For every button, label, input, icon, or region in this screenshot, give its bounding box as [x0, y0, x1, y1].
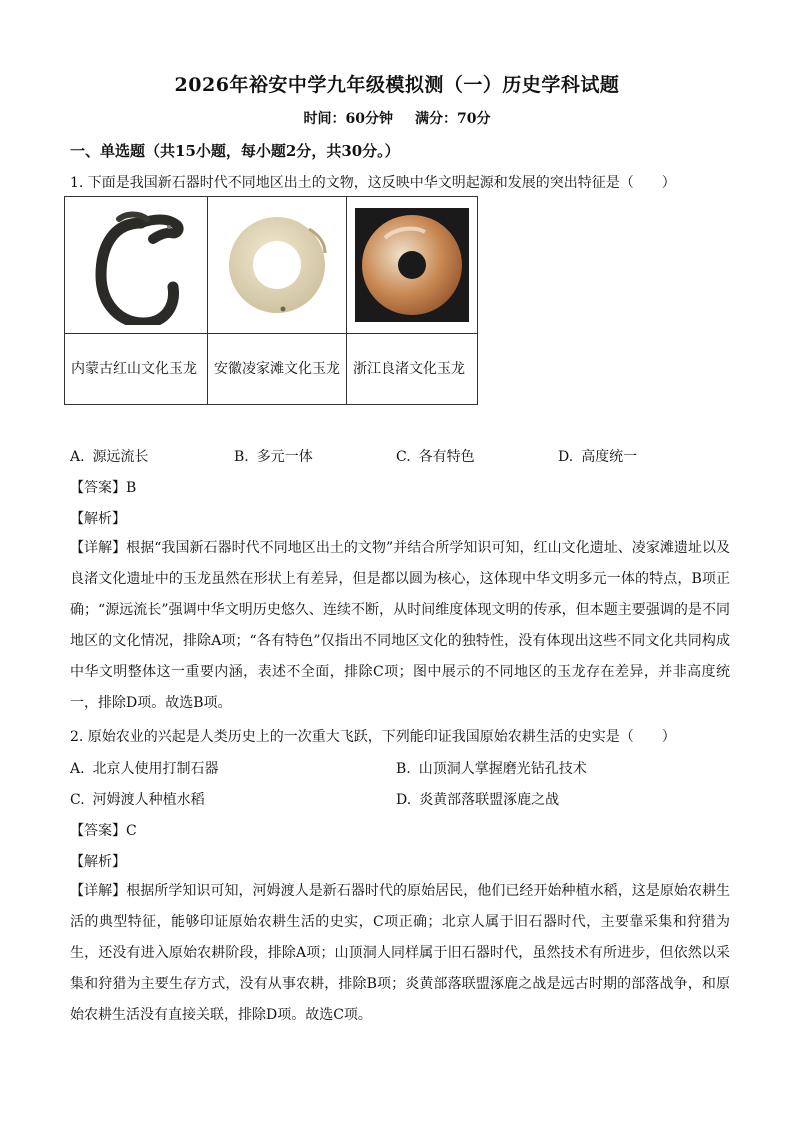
q1-analysis-label: 【解析】 — [70, 511, 126, 527]
q2-option-b-key: B. — [396, 761, 411, 777]
q2-answer: 【答案】C — [70, 823, 137, 839]
exam-time: 时间：60分钟 — [303, 111, 393, 127]
q2-option-b — [396, 758, 587, 778]
q2-option-d-key: D. — [396, 792, 412, 808]
q2-option-c-key: C. — [70, 792, 85, 808]
caption-lingjiatan: 安徽凌家滩文化玉龙 — [208, 334, 347, 405]
caption-liangzhu: 浙江良渚文化玉龙 — [347, 334, 478, 405]
caption-hongshan: 内蒙古红山文化玉龙 — [65, 334, 208, 405]
hongshan-dragon-icon — [81, 205, 191, 325]
q2-option-a-key: A. — [70, 761, 85, 777]
exam-meta — [0, 108, 794, 128]
q1-option-c — [396, 446, 475, 466]
q2-option-d — [396, 789, 559, 809]
liangzhu-jade-dragon-image — [347, 197, 478, 334]
q2-detail-text: 根据所学知识可知，河姆渡人是新石器时代的原始居民，他们已经开始种植水稻，这是原始农耕生活的典型特征，能够印证原始农耕生活的史实，C项正确；北京人属于旧石器时代，主要靠采集和狩猎为生，还没有进入原始农耕阶段，排除A项；山顶洞人同样属于旧石器时代，虽然技术有所进步，但依然以采集和狩猎为主要生存方式，没有从事农耕，排除B项；炎黄部落联盟涿鹿之战是远古时期的部落战争，和原始农耕生活没有直接关联，排除D项。故选C项。 — [70, 883, 731, 1023]
q1-option-a-text: 源远流长 — [92, 449, 149, 465]
q2-option-d-text: 炎黄部落联盟涿鹿之战 — [419, 792, 560, 808]
q1-stem: 1. 下面是我国新石器时代不同地区出土的文物，这反映中华文明起源和发展的突出特征是（ ） — [70, 175, 676, 191]
liangzhu-dragon-icon — [355, 208, 469, 322]
section-heading: 一、单选题（共15小题，每小题2分，共30分。） — [70, 142, 400, 160]
hongshan-jade-dragon-image — [65, 197, 208, 334]
q1-option-b-key: B. — [234, 449, 249, 465]
q1-detail — [70, 533, 730, 719]
q2-detail-label: 【详解】 — [70, 883, 127, 899]
q1-option-d-text: 高度统一 — [581, 449, 638, 465]
q2-option-a — [70, 758, 219, 778]
q2-option-c-text: 河姆渡人种植水稻 — [92, 792, 205, 808]
q2-analysis-label: 【解析】 — [70, 854, 126, 870]
lingjiatan-jade-dragon-image — [208, 197, 347, 334]
q1-option-a — [70, 446, 149, 466]
q1-option-d-key: D. — [558, 449, 574, 465]
q1-option-b-text: 多元一体 — [256, 449, 313, 465]
q2-option-b-text: 山顶洞人掌握磨光钻孔技术 — [418, 761, 587, 777]
q1-option-c-key: C. — [396, 449, 411, 465]
q2-option-c — [70, 789, 205, 809]
q1-option-d — [558, 446, 637, 466]
q2-stem: 2. 原始农业的兴起是人类历史上的一次重大飞跃，下列能印证我国原始农耕生活的史实是（ ） — [70, 729, 676, 745]
exam-score: 满分：70分 — [415, 111, 491, 127]
q1-detail-text: 根据“我国新石器时代不同地区出土的文物”并结合所学知识可知，红山文化遗址、凌家滩遗址以及良渚文化遗址中的玉龙虽然在形状上有差异，但是都以圆为核心，这体现中华文明多元一体的特点，B项正确；“源远流长”强调中华文明历史悠久、连续不断，从时间维度体现文明的传承，但本题主要强调的是不同地区的文化情况，排除A项；“各有特色”仅指出不同地区文化的独特性，没有体现出这些不同文化共同构成中华文明整体这一重要内涵，表述不全面，排除C项；图中展示的不同地区的玉龙存在差异，并非高度统一，排除D项。故选B项。 — [70, 540, 731, 711]
page-title: 2026年裕安中学九年级模拟测（一）历史学科试题 — [174, 74, 620, 96]
q1-option-c-text: 各有特色 — [418, 449, 475, 465]
q1-detail-label: 【详解】 — [70, 540, 127, 556]
q2-option-a-text: 北京人使用打制石器 — [92, 761, 219, 777]
lingjiatan-dragon-icon — [221, 209, 333, 321]
q2-detail — [70, 876, 730, 1031]
q1-option-a-key: A. — [70, 449, 85, 465]
q1-option-b — [234, 446, 313, 466]
relics-table — [64, 196, 478, 405]
q1-answer: 【答案】B — [70, 480, 137, 496]
